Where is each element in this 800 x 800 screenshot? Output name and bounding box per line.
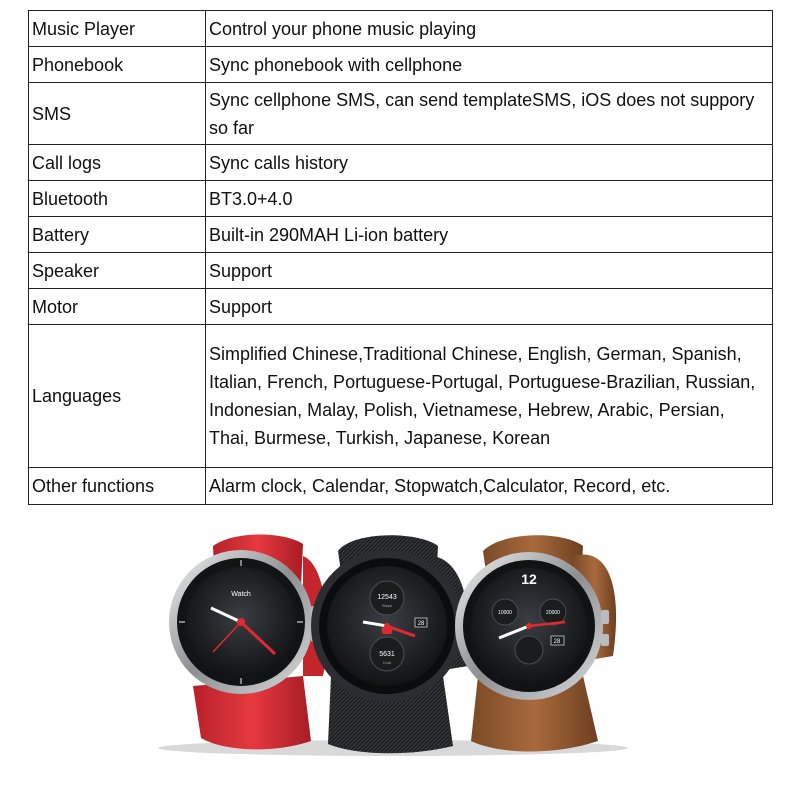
- description-cell: Sync phonebook with cellphone: [206, 47, 773, 83]
- description-cell: Alarm clock, Calendar, Stopwatch,Calculator, Record, etc.: [206, 468, 773, 505]
- kcal-unit-text: Kcal: [383, 660, 391, 665]
- description-cell: Built-in 290MAH Li-ion battery: [206, 217, 773, 253]
- table-row: [29, 83, 773, 145]
- feature-cell: Motor: [29, 289, 206, 325]
- watch-label-text: Watch: [231, 591, 251, 598]
- description-cell: BT3.0+4.0: [206, 181, 773, 217]
- feature-cell: Music Player: [29, 11, 206, 47]
- black-watch: [311, 535, 469, 753]
- feature-cell: Languages: [29, 325, 206, 468]
- table-row: [29, 217, 773, 253]
- feature-cell: Bluetooth: [29, 181, 206, 217]
- steps-unit-text: Steps: [381, 603, 393, 608]
- date-text: 28: [417, 621, 425, 627]
- description-cell: Control your phone music playing: [206, 11, 773, 47]
- spec-table: [28, 10, 773, 505]
- table-row: [29, 289, 773, 325]
- description-cell: Sync cellphone SMS, can send templateSMS, iOS does not suppory so far: [206, 83, 773, 145]
- description-cell: Support: [206, 289, 773, 325]
- table-row: [29, 181, 773, 217]
- red-watch: [169, 534, 327, 749]
- table-row: [29, 253, 773, 289]
- table-row: [29, 145, 773, 181]
- table-row: [29, 325, 773, 468]
- date-text: 28: [553, 639, 561, 645]
- table-row: [29, 11, 773, 47]
- feature-cell: Speaker: [29, 253, 206, 289]
- left-value-text: 10000: [498, 610, 512, 616]
- smartwatch-product-image: [153, 526, 633, 756]
- right-value-text: 20000: [546, 610, 560, 616]
- feature-cell: Battery: [29, 217, 206, 253]
- brown-watch: [455, 535, 616, 751]
- numeral-12-text: 12: [521, 571, 537, 587]
- feature-cell: Other functions: [29, 468, 206, 505]
- feature-cell: SMS: [29, 83, 206, 145]
- steps-value-text: 12543: [377, 594, 397, 601]
- feature-cell: Phonebook: [29, 47, 206, 83]
- description-cell: Support: [206, 253, 773, 289]
- description-cell: Simplified Chinese,Traditional Chinese, English, German, Spanish, Italian, French, Portuguese-Portugal, Portuguese-Brazilian, Russian, Indonesian, Malay, Polish, Vietnamese, Hebrew, Arabic, Persian, Thai, Burmese, Turkish, Japanese, Korean: [206, 325, 773, 468]
- table-row: [29, 468, 773, 505]
- kcal-value-text: 5631: [379, 651, 395, 658]
- description-cell: Sync calls history: [206, 145, 773, 181]
- feature-cell: Call logs: [29, 145, 206, 181]
- table-row: [29, 47, 773, 83]
